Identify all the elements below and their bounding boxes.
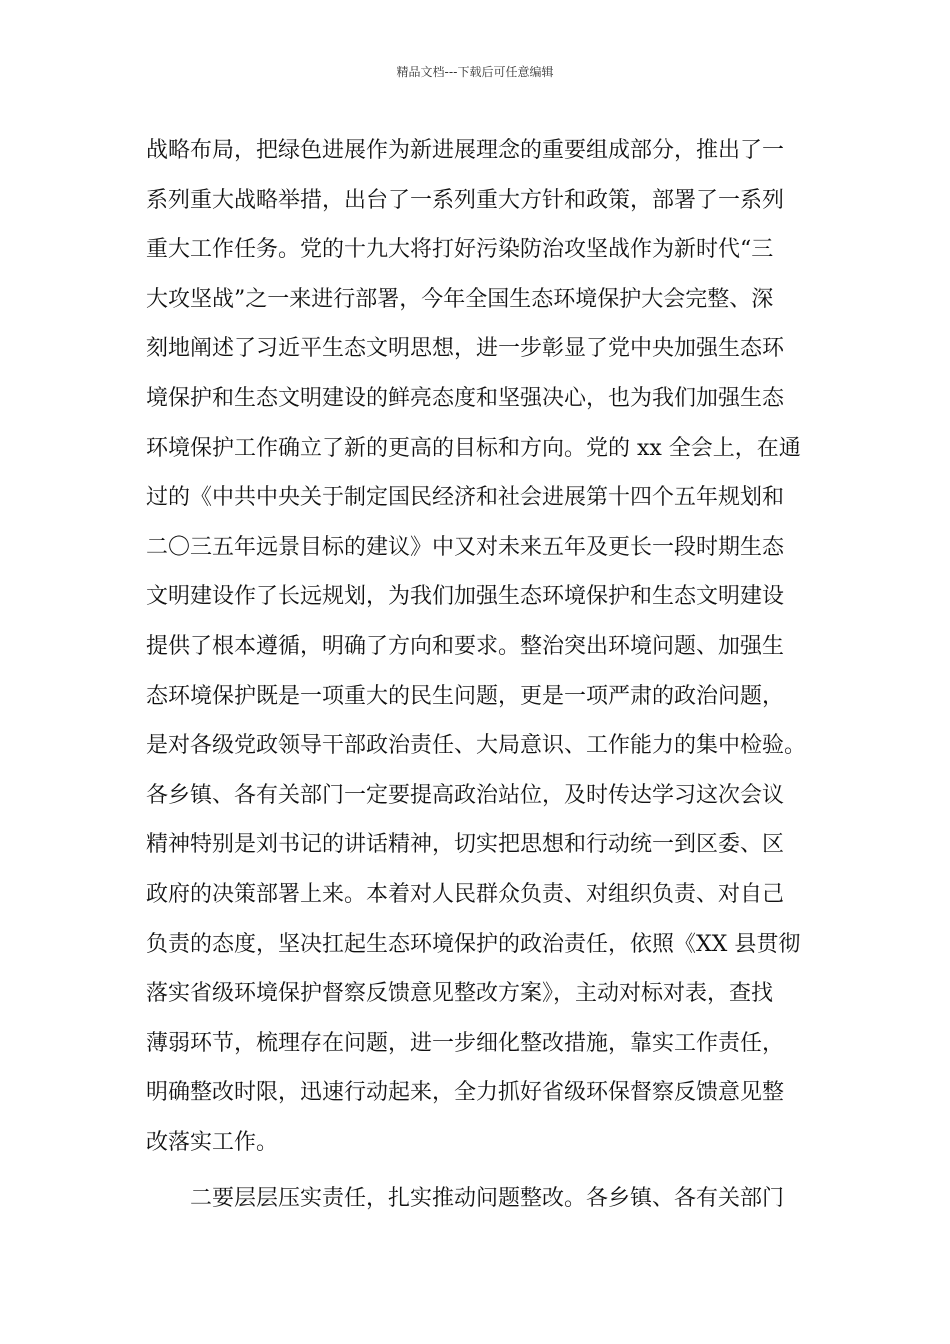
paragraph-gap <box>146 1167 816 1174</box>
page-header: 精品文档---下载后可任意编辑 <box>396 65 554 79</box>
text-line: 态环境保护既是一项重大的民生问题，更是一项严肃的政治问题， <box>146 683 785 709</box>
text-line: 刻地阐述了习近平生态文明思想，进一步彰显了党中央加强生态环 <box>146 336 785 362</box>
text-line: 系列重大战略举措，出台了一系列重大方针和政策，部署了一系列 <box>146 187 785 213</box>
text-line: 重大工作任务。党的十九大将打好污染防治攻坚战作为新时代“三 <box>146 237 774 263</box>
text-line: 各乡镇、各有关部门一定要提高政治站位，及时传达学习这次会议 <box>146 782 785 808</box>
text-line: 是对各级党政领导干部政治责任、大局意识、工作能力的集中检验。 <box>146 733 807 759</box>
text-line: 政府的决策部署上来。本着对人民群众负责、对组织负责、对自己 <box>146 881 785 907</box>
text-line: 环境保护工作确立了新的更高的目标和方向。党的 xx 全会上，在通 <box>146 435 801 461</box>
text-line: 落实省级环境保护督察反馈意见整改方案》，主动对标对表，查找 <box>146 981 774 1007</box>
text-line: 文明建设作了长远规划，为我们加强生态环境保护和生态文明建设 <box>146 584 785 610</box>
text-line: 大攻坚战”之一来进行部署，今年全国生态环境保护大会完整、深 <box>146 286 774 312</box>
text-line: 过的《中共中央关于制定国民经济和社会进展第十四个五年规划和 <box>146 485 785 511</box>
text-line: 提供了根本遵循，明确了方向和要求。整治突出环境问题、加强生 <box>146 633 785 659</box>
text-line: 薄弱环节，梳理存在问题，进一步细化整改措施，靠实工作责任， <box>146 1030 785 1056</box>
text-line: 改落实工作。 <box>146 1129 279 1155</box>
text-line: 负责的态度，坚决扛起生态环境保护的政治责任，依照《XX 县贯彻 <box>146 931 801 957</box>
text-line: 精神特别是刘书记的讲话精神，切实把思想和行动统一到区委、区 <box>146 832 785 858</box>
document-body <box>146 126 816 1224</box>
next-paragraph-line: 二要层层压实责任，扎实推动问题整改。各乡镇、各有关部门 <box>190 1186 785 1212</box>
text-line: 明确整改时限，迅速行动起来，全力抓好省级环保督察反馈意见整 <box>146 1080 785 1106</box>
text-line: 境保护和生态文明建设的鲜亮态度和坚强决心，也为我们加强生态 <box>146 385 785 411</box>
text-line: 二〇三五年远景目标的建议》中又对未来五年及更长一段时期生态 <box>146 534 785 560</box>
text-line: 战略布局，把绿色进展作为新进展理念的重要组成部分，推出了一 <box>146 138 785 163</box>
